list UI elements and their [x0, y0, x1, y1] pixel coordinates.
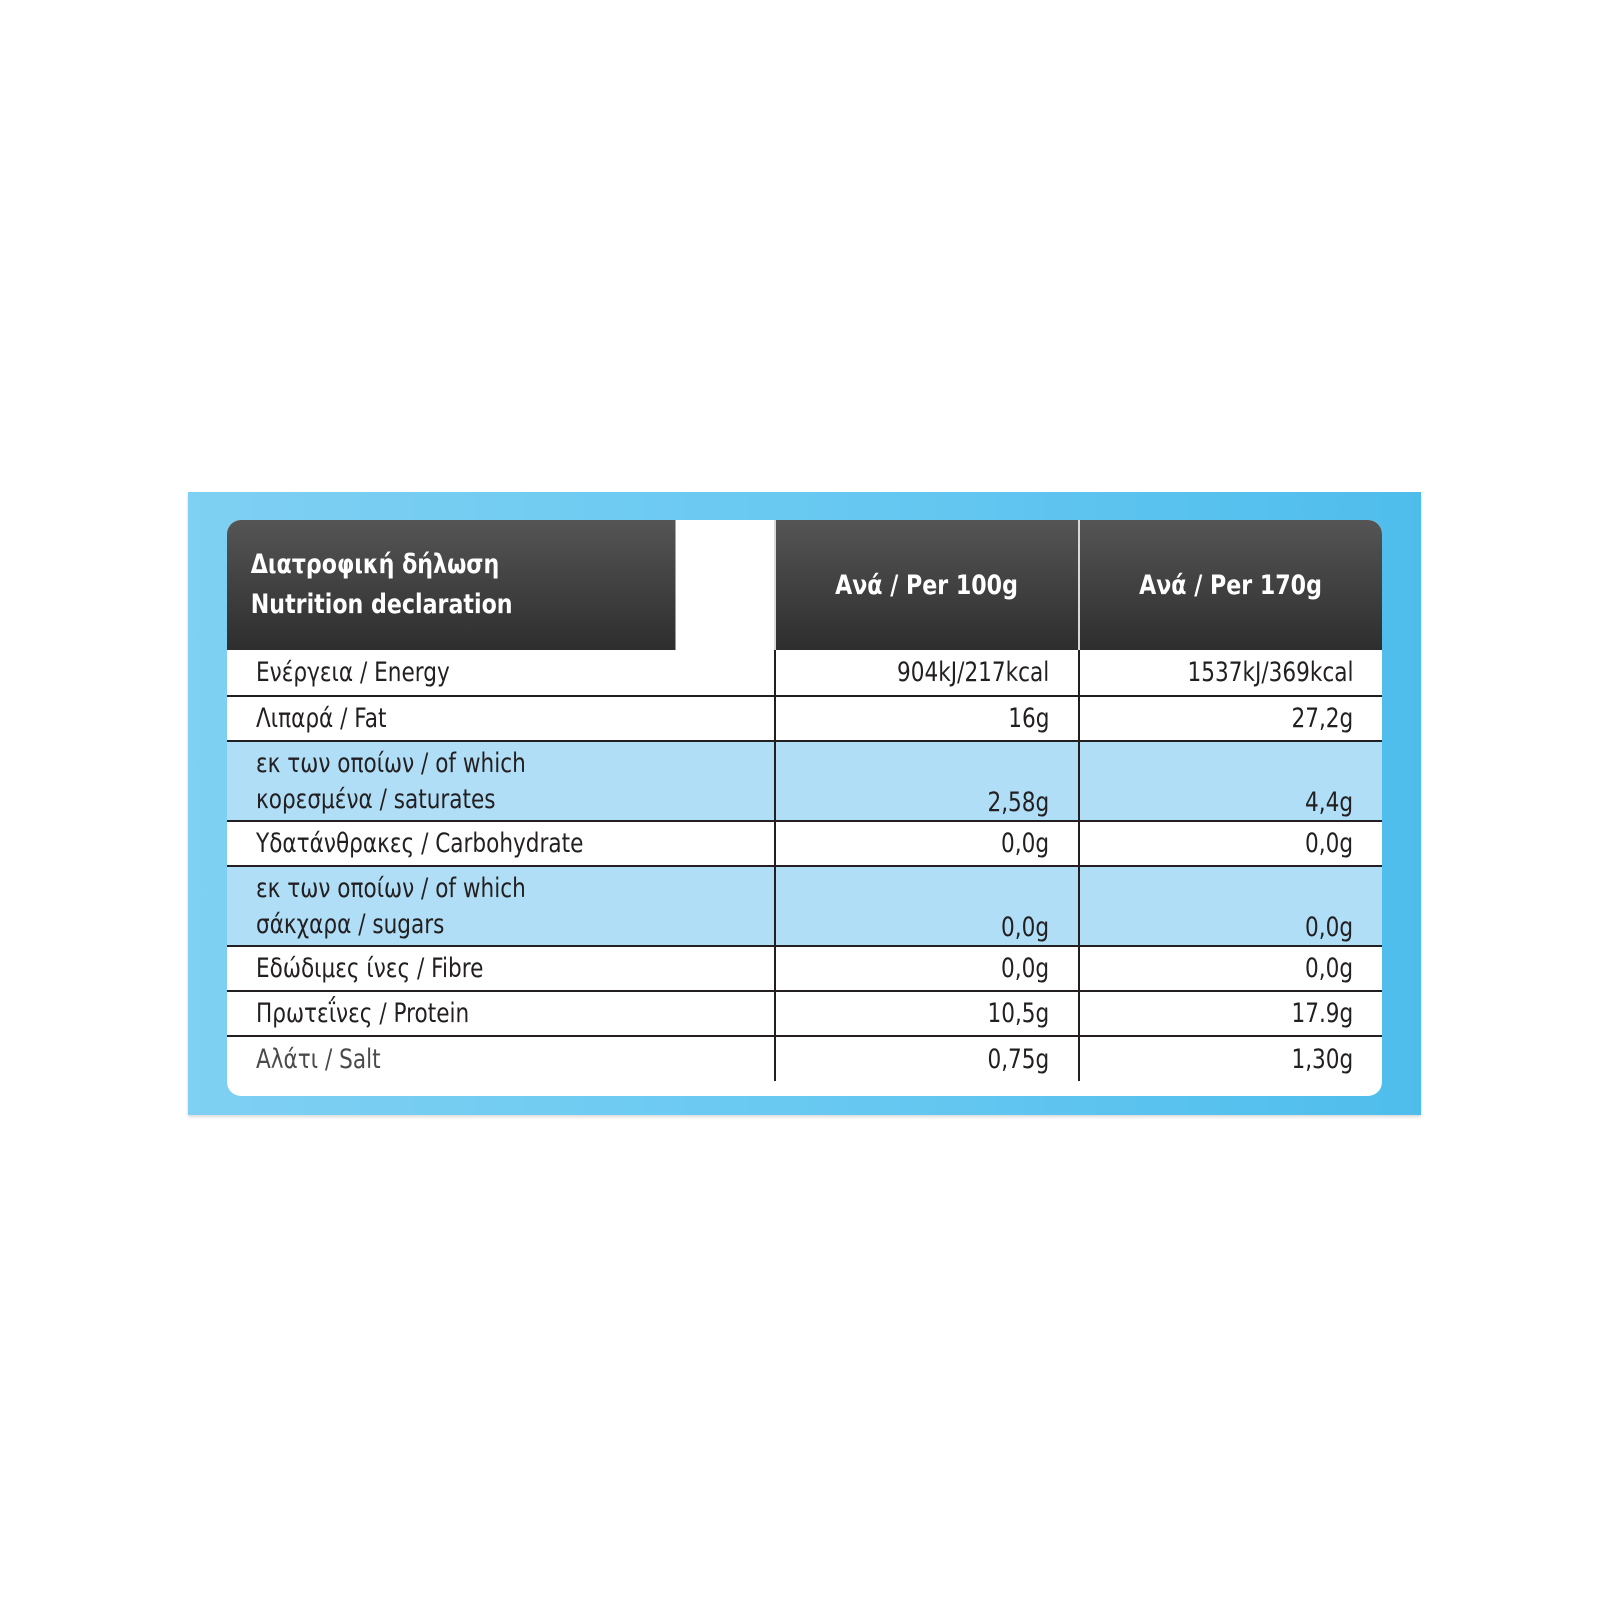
- table-row-protein: [227, 991, 1382, 1036]
- row-value-per100: [775, 696, 1079, 741]
- table-row-salt: [227, 1036, 1382, 1081]
- nutrition-panel: [188, 492, 1421, 1115]
- row-label: [227, 946, 775, 991]
- value-text: 1,30g: [1291, 1043, 1353, 1075]
- header-per-100g: [775, 520, 1079, 650]
- table-row-fibre: [227, 946, 1382, 991]
- row-label-text: Αλάτι / Salt: [256, 1043, 381, 1075]
- value-text: 0,0g: [1304, 912, 1353, 943]
- header-per-170g: [1079, 520, 1382, 650]
- row-value-per100: [775, 946, 1079, 991]
- value-text: 0,0g: [1000, 912, 1049, 943]
- row-label-text-line1: εκ των οποίων / of which: [256, 748, 526, 779]
- table-row-energy: [227, 650, 1382, 696]
- row-value-per170: [1079, 650, 1382, 696]
- row-value-per100: [775, 650, 1079, 696]
- table-row-fat: [227, 696, 1382, 741]
- value-text: 17.9g: [1291, 998, 1353, 1029]
- row-value-per170: [1079, 1036, 1382, 1081]
- value-text: 904kJ/217kcal: [896, 657, 1049, 688]
- row-label-text: Εδώδιμες ίνες / Fibre: [256, 953, 484, 984]
- row-value-per170: [1079, 741, 1382, 821]
- value-text: 10,5g: [987, 998, 1049, 1029]
- row-label-text-line2: σάκχαρα / sugars: [256, 909, 445, 940]
- table-row-carbohydrate: [227, 821, 1382, 866]
- value-text: 16g: [1007, 703, 1049, 734]
- row-value-per170: [1079, 696, 1382, 741]
- row-label: [227, 696, 775, 741]
- table-row-sugars: [227, 866, 1382, 946]
- row-value-per100: [775, 866, 1079, 946]
- value-text: 27,2g: [1291, 703, 1353, 734]
- row-label: [227, 741, 775, 821]
- value-text: 4,4g: [1304, 787, 1353, 818]
- row-label-text: Λιπαρά / Fat: [256, 703, 387, 734]
- row-label-text-line1: εκ των οποίων / of which: [256, 873, 526, 904]
- row-label-text: Υδατάνθρακες / Carbohydrate: [256, 828, 584, 859]
- value-text: 1537kJ/369kcal: [1187, 657, 1353, 688]
- header-label-english: Nutrition declaration: [250, 589, 513, 620]
- value-text: 2,58g: [987, 787, 1049, 818]
- nutrition-table: [227, 520, 1382, 1081]
- value-text: 0,0g: [1000, 953, 1049, 984]
- row-value-per100: [775, 991, 1079, 1036]
- row-value-per170: [1079, 946, 1382, 991]
- row-label: [227, 991, 775, 1036]
- row-value-per170: [1079, 991, 1382, 1036]
- row-label: [227, 866, 775, 946]
- table-header-row: [227, 520, 1382, 650]
- row-label: [227, 1036, 775, 1081]
- value-text: 0,75g: [987, 1043, 1049, 1075]
- header-per-100g-text: Ανά / Per 100g: [835, 569, 1019, 601]
- row-value-per100: [775, 821, 1079, 866]
- row-label-text-line2: κορεσμένα / saturates: [256, 784, 496, 815]
- table-row-saturates: [227, 741, 1382, 821]
- header-label-greek: Διατροφική δήλωση: [250, 549, 500, 580]
- row-label-text: Πρωτεΐνες / Protein: [256, 998, 470, 1029]
- nutrition-table-wrapper: [227, 520, 1382, 1096]
- row-label: [227, 650, 775, 696]
- header-label-cell: [227, 520, 676, 650]
- value-text: 0,0g: [1304, 953, 1353, 984]
- header-per-170g-text: Ανά / Per 170g: [1139, 569, 1323, 601]
- row-value-per170: [1079, 866, 1382, 946]
- value-text: 0,0g: [1304, 828, 1353, 859]
- row-value-per100: [775, 1036, 1079, 1081]
- row-value-per100: [775, 741, 1079, 821]
- row-label-text: Ενέργεια / Energy: [256, 657, 450, 688]
- row-value-per170: [1079, 821, 1382, 866]
- row-label: [227, 821, 775, 866]
- value-text: 0,0g: [1000, 828, 1049, 859]
